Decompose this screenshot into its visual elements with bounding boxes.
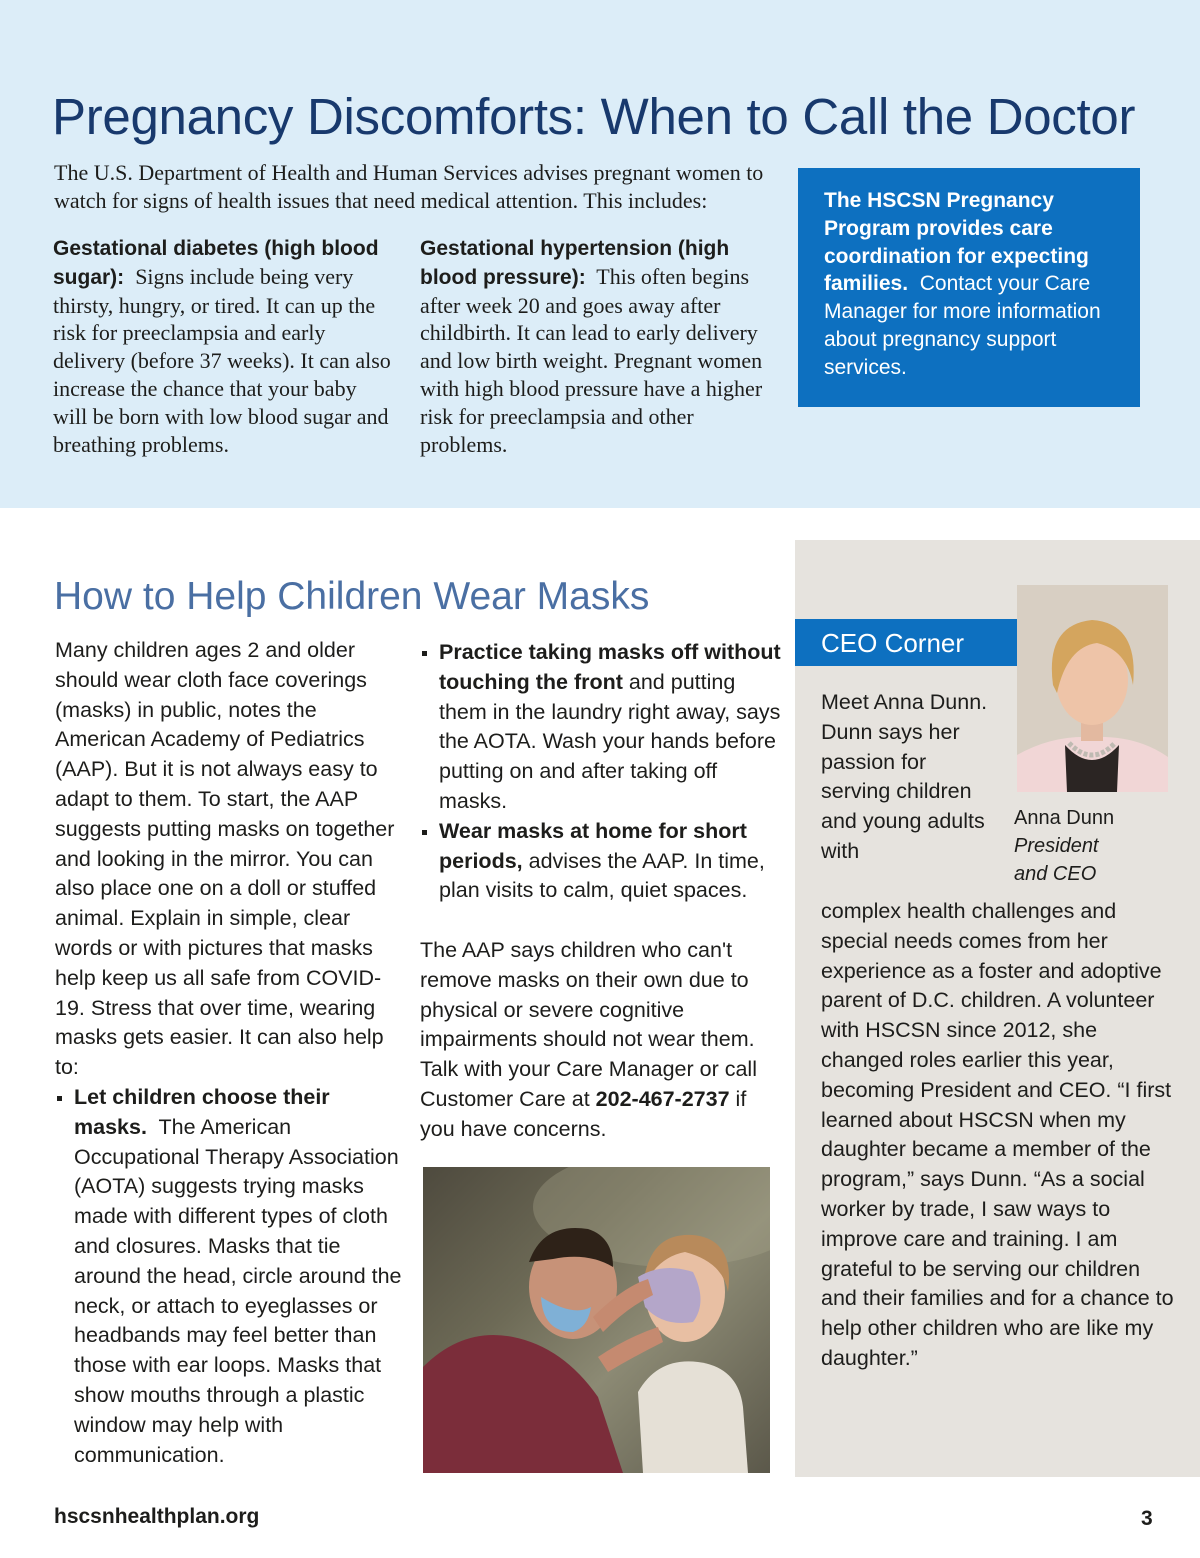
ceo-text-intro: Meet Anna Dunn. Dunn says her passion for serving children and young adults with [821,690,988,863]
tip-practice-removal-bold: Practice taking masks off without touching the front [439,640,781,694]
pregnancy-intro: The U.S. Department of Health and Human Services advises pregnant women to watch for signs of health issues that need medical attention. This includes: [54,160,764,213]
customer-care-phone: 202-467-2737 [595,1086,730,1111]
tip-wear-at-home [420,817,785,906]
masks-tips-list-2 [420,638,785,906]
masks-column-2 [420,638,785,906]
ceo-caption [1014,804,1114,888]
diabetes-paragraph [53,234,393,458]
footer-website: hscsnhealthplan.org [54,1505,260,1528]
masks-column-1 [55,636,405,1470]
tip-choose-masks [55,1083,405,1470]
tip-wear-at-home-body: advises the AAP. In time, plan visits to calm, quiet spaces. [439,848,765,903]
concerns-text: The AAP says children who can't remove masks on their own due to physical or severe cognitive impairments should not wear them. Talk with your Care Manager or call Customer Care at [420,938,757,1111]
diabetes-lead: Gestational diabetes (high blood sugar): [53,237,379,289]
tip-choose-masks-body: The American Occupational Therapy Association (AOTA) suggests trying masks made with different types of cloth and closures. Masks that tie around the head, circle around the neck, or attach to eyeglasses or headbands may feel better than those with ear loops. Masks that show mouths through a plastic window may help with communication. [74,1114,402,1467]
ceo-corner-tab: CEO Corner [795,619,1030,666]
ceo-role-line-2: and CEO [1014,863,1097,885]
diabetes-body: Signs include being very thirsty, hungry, or tired. It can up the risk for preeclampsia and early delivery (before 37 weeks). It can also increase the chance that your baby will be born with low blood sugar and breathing problems. [53,263,391,457]
hypertension-lead: Gestational hypertension (high blood pressure): [420,237,730,289]
masks-concerns-paragraph [420,936,785,1145]
anna-dunn-portrait-illustration [1017,585,1168,792]
pregnancy-title: Pregnancy Discomforts: When to Call the Doctor [52,88,1136,145]
masks-title: How to Help Children Wear Masks [54,575,650,618]
callout-body: Contact your Care Manager for more information about pregnancy support services. [824,272,1101,379]
ceo-text-body: complex health challenges and special needs comes from her experience as a foster and adoptive parent of D.C. children. A volunteer with HSCSN since 2012, she changed roles earlier this year, becoming President and CEO. “I first learned about HSCSN when my daughter became a member of the program,” says Dunn. “As a social worker by trade, I saw ways to improve care and training. I am grateful to be serving our children and their families and for a chance to help other children who are like my daughter.” [821,899,1174,1370]
tip-practice-removal-body: and putting them in the laundry right away, says the AOTA. Wash your hands before putting on and after taking off masks. [439,669,781,813]
concerns-end: if you have concerns. [420,1086,747,1141]
parent-child-mask-illustration [423,1167,770,1473]
tip-practice-removal [420,638,785,817]
page-number: 3 [1141,1507,1153,1530]
hypertension-paragraph [420,234,765,458]
pregnancy-program-callout [798,168,1140,407]
callout-bold: The HSCSN Pregnancy Program provides care coordination for expecting families. [824,189,1089,296]
ceo-role-line-1: President [1014,835,1099,857]
tip-wear-at-home-bold: Wear masks at home for short periods, [439,818,747,873]
masks-tips-list-1 [55,1083,405,1470]
hypertension-body: This often begins after week 20 and goes away after childbirth. It can lead to early delivery and low birth weight. Pregnant women with high blood pressure have a higher risk for preeclampsia and other problems. [420,263,763,457]
anna-dunn-portrait [1017,585,1168,792]
tip-choose-masks-bold: Let children choose their masks. [74,1084,330,1139]
masks-intro: Many children ages 2 and older should wear cloth face coverings (masks) in public, notes the American Academy of Pediatrics (AAP). But it is not always easy to adapt to them. To start, the AAP suggests putting masks on together and looking in the mirror. You can also place one on a doll or stuffed animal. Explain in simple, clear words or with pictures that masks help keep us all safe from COVID-19. Stress that over time, wearing masks gets easier. It can also help to: [55,638,395,1080]
ceo-name: Anna Dunn [1014,807,1115,829]
parent-child-mask-photo [423,1167,770,1473]
